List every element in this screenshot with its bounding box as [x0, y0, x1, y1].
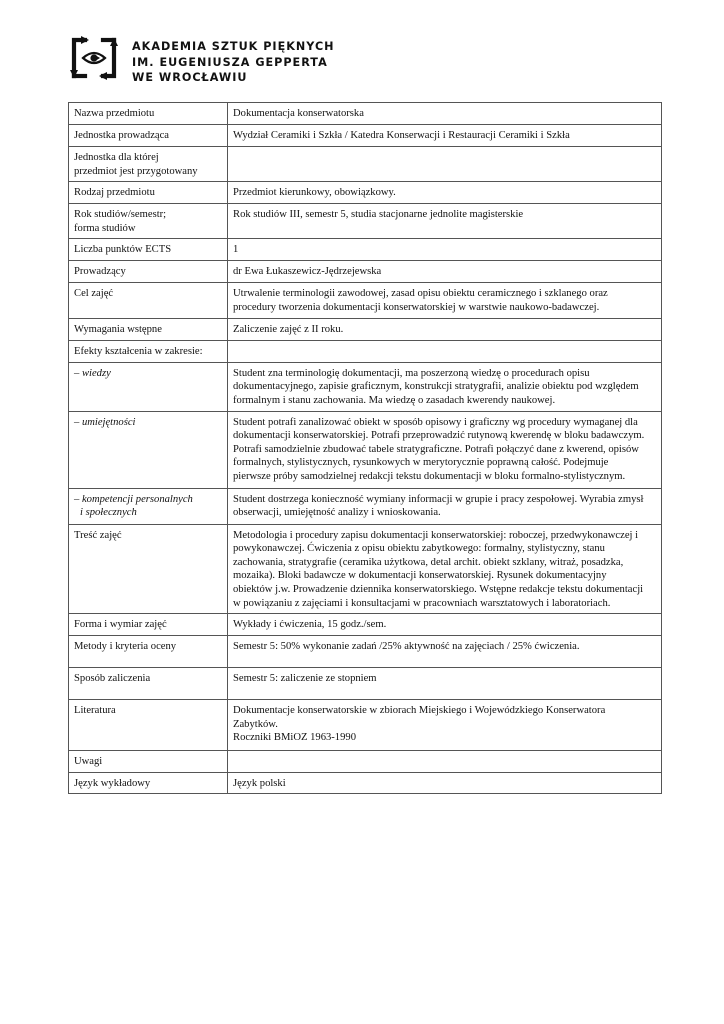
row-label: Liczba punktów ECTS	[69, 239, 228, 261]
table-row	[69, 700, 662, 751]
table-row	[69, 103, 662, 125]
row-value-line: Zabytków.	[233, 718, 278, 730]
row-value	[228, 340, 662, 362]
row-label: Efekty kształcenia w zakresie:	[69, 340, 228, 362]
row-value-line: powykonawczej. Ćwiczenia z opisu obiektu zabytkowego: formalny, stylistyczny, stanu	[233, 543, 605, 555]
table-row	[69, 751, 662, 773]
academy-name-line: WE WROCŁAWIU	[132, 71, 248, 84]
row-label: Treść zajęć	[69, 524, 228, 614]
table-row	[69, 614, 662, 636]
table-row	[69, 362, 662, 411]
table-row	[69, 636, 662, 668]
row-value-line: procedury tworzenia dokumentacji konserwatorskiej w warstwie naukowo-badawczej.	[233, 301, 600, 313]
row-label: – umiejętności	[69, 411, 228, 488]
table-row	[69, 772, 662, 794]
table-row	[69, 239, 662, 261]
row-value-line: Utrwalenie terminologii zawodowej, zasad opisu obiektu ceramicznego i szklanego oraz	[233, 288, 608, 300]
row-value-line: Roczniki BMiOZ 1963-1990	[233, 732, 356, 744]
row-value	[228, 147, 662, 182]
row-value: dr Ewa Łukaszewicz-Jędrzejewska	[228, 261, 662, 283]
table-row	[69, 147, 662, 182]
row-value: Dokumentacja konserwatorska	[228, 103, 662, 125]
row-value-line: formalnych, stylistycznych, rysunkowych w merytorycznie poprawną całość. Podejmuje	[233, 457, 609, 469]
row-value-line: Metodologia i procedury zapisu dokumentacji konserwatorskiej: roboczej, przedwykonawczej i	[233, 529, 639, 541]
row-value	[228, 411, 662, 488]
row-label: – wiedzy	[69, 362, 228, 411]
row-value: Zaliczenie zajęć z II roku.	[228, 319, 662, 341]
row-value-line: pierwsze próby samodzielnej redakcji tekstu dokumentacji w bloku formalno-stylistycznym.	[233, 470, 626, 482]
row-value-line: w powiązaniu z zajęciami i konsultacjami w pracowniach warsztatowych i laboratoriach.	[233, 597, 611, 609]
row-label: Rodzaj przedmiotu	[69, 182, 228, 204]
row-label-line: – kompetencji personalnych	[74, 493, 193, 505]
row-value: Przedmiot kierunkowy, obowiązkowy.	[228, 182, 662, 204]
row-value: Rok studiów III, semestr 5, studia stacjonarne jednolite magisterskie	[228, 204, 662, 239]
row-value-line: mozaika). Bloki badawcze w dokumentacji konserwatorskiej. Rysunek dokumentacyjny	[233, 570, 607, 582]
row-value	[228, 524, 662, 614]
row-value-line: zachowania, stratygrafie (ceramika użytkowa, detal archit. obiekt szklany, witraż, posadzka,	[233, 556, 624, 568]
row-label: Cel zajęć	[69, 283, 228, 319]
row-label-line: Jednostka dla której	[74, 152, 159, 163]
course-info-table	[68, 102, 662, 794]
table-row	[69, 340, 662, 362]
row-value	[228, 488, 662, 524]
table-row	[69, 204, 662, 239]
table-row	[69, 524, 662, 614]
table-row	[69, 261, 662, 283]
row-label: Jednostka prowadząca	[69, 125, 228, 147]
row-value	[228, 362, 662, 411]
table-row	[69, 411, 662, 488]
table-row	[69, 488, 662, 524]
row-label: Literatura	[69, 700, 228, 751]
row-value-line: formalnym i stanu zachowania. Ma wiedzę o zasadach kwerendy naukowej.	[233, 394, 556, 406]
row-label: Sposób zaliczenia	[69, 668, 228, 700]
row-value: Semestr 5: zaliczenie ze stopniem	[228, 668, 662, 700]
row-label: Forma i wymiar zajęć	[69, 614, 228, 636]
row-value-line: Student potrafi zanalizować obiekt w sposób opisowy i graficzny wg procedury wymaganej dla	[233, 416, 638, 428]
table-row	[69, 668, 662, 700]
row-label: Język wykładowy	[69, 772, 228, 794]
row-value: Semestr 5: 50% wykonanie zadań /25% aktywność na zajęciach / 25% ćwiczenia.	[228, 636, 662, 668]
row-label	[69, 488, 228, 524]
row-label-line: forma studiów	[74, 222, 136, 234]
row-value: Wydział Ceramiki i Szkła / Katedra Konserwacji i Restauracji Ceramiki i Szkła	[228, 125, 662, 147]
table-row	[69, 283, 662, 319]
row-value-line: Student zna terminologię dokumentacji, ma poszerzoną wiedzę o procedurach opisu	[233, 367, 590, 379]
row-value	[228, 751, 662, 773]
document-header	[68, 30, 368, 92]
row-label	[69, 204, 228, 239]
row-label-line: Rok studiów/semestr;	[74, 209, 167, 221]
table-row	[69, 125, 662, 147]
row-label: Metody i kryteria oceny	[69, 636, 228, 668]
row-value	[228, 700, 662, 751]
row-value: Język polski	[228, 772, 662, 794]
row-label-line: i społecznych	[80, 507, 137, 519]
row-label: Uwagi	[69, 751, 228, 773]
row-value: 1	[228, 239, 662, 261]
row-label: Prowadzący	[69, 261, 228, 283]
row-label	[69, 147, 228, 182]
row-value-line: Student dostrzega konieczność wymiany informacji w grupie i pracy zespołowej. Wyrabia zmysł	[233, 493, 644, 505]
academy-name-line: IM. EUGENIUSZA GEPPERTA	[132, 55, 328, 69]
table-row	[69, 182, 662, 204]
row-value-line: Potrafi samodzielnie zbudować tabele stratygraficzne. Potrafi połączyć dane z kwerend, opisów	[233, 443, 639, 455]
row-value: Wykłady i ćwiczenia, 15 godz./sem.	[228, 614, 662, 636]
row-value-line: Dokumentacje konserwatorskie w zbiorach Miejskiego i Wojewódzkiego Konserwatora	[233, 705, 606, 717]
academy-name	[132, 39, 335, 86]
row-label: Wymagania wstępne	[69, 319, 228, 341]
row-value	[228, 283, 662, 319]
row-value-line: obiektów j.w. Prowadzenie dziennika konserwatorskiego. Wstępne redakcje tekstu dokumentacji	[233, 583, 644, 595]
table-row	[69, 319, 662, 341]
row-value-line: obserwacji, umiejętność analizy i wnioskowania.	[233, 507, 441, 519]
row-label: Nazwa przedmiotu	[69, 103, 228, 125]
academy-name-line: AKADEMIA SZTUK PIĘKNYCH	[132, 40, 335, 53]
row-value-line: dokumentacyjnego, zapisie graficznym, konstrukcji stratygrafii, analizie obiektu pod względem	[233, 381, 639, 393]
row-label-line: przedmiot jest przygotowany	[74, 165, 198, 177]
academy-logo-icon	[68, 32, 120, 84]
row-value-line: dokumentacji konserwatorskiej. Potrafi przeprowadzić rutynową kwerendę w bloku badawczym.	[233, 430, 645, 442]
